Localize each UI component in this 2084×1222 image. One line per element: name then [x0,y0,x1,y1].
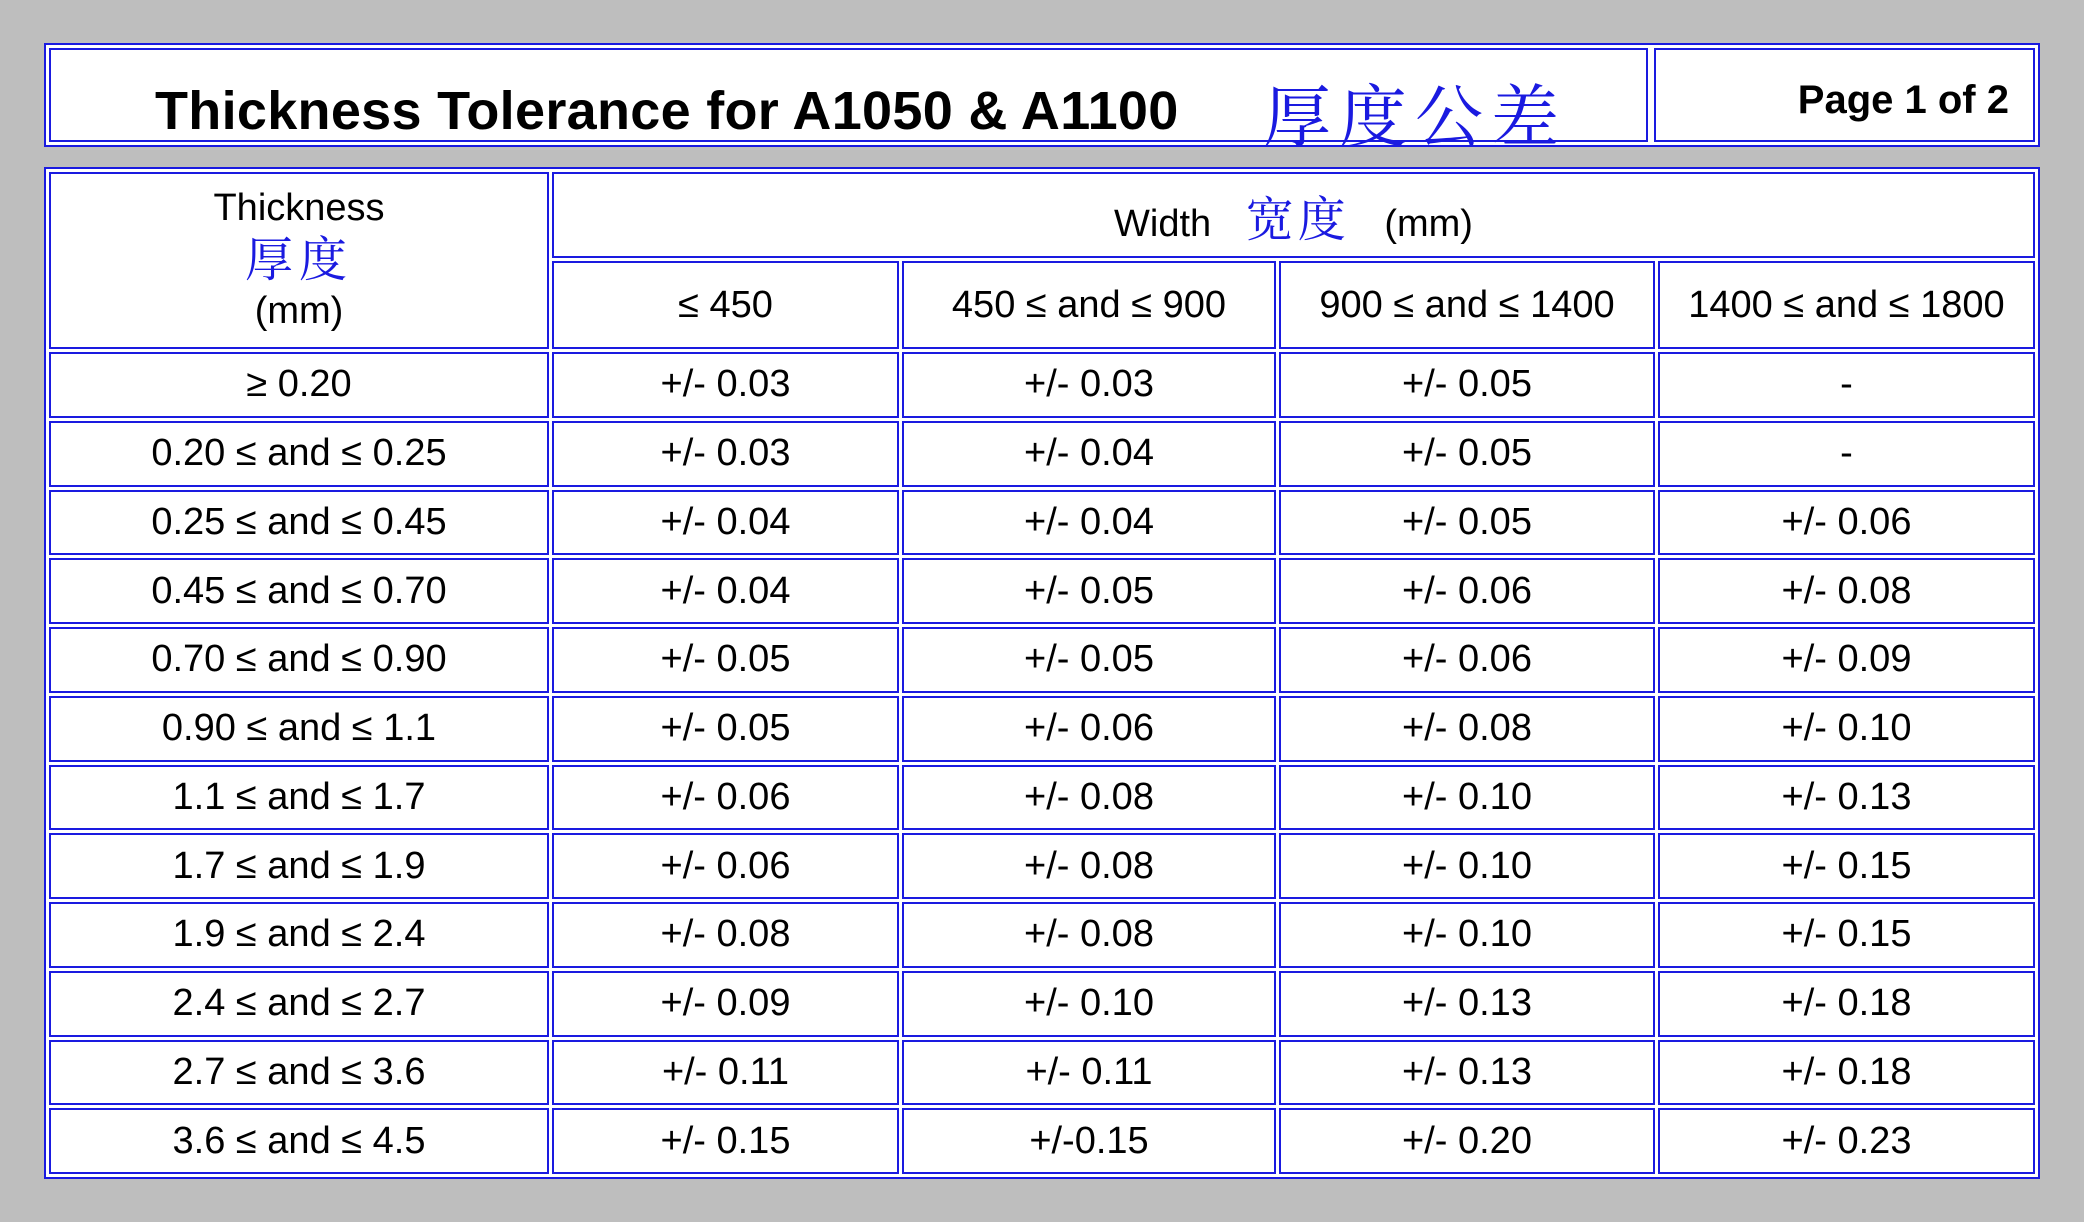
table-row [49,696,2035,762]
width-column-header: 1400 ≤ and ≤ 1800 [1658,261,2035,349]
thickness-range-cell: ≥ 0.20 [49,352,549,418]
tolerance-value-cell: +/- 0.04 [552,558,899,624]
thickness-range-cell: 3.6 ≤ and ≤ 4.5 [49,1108,549,1174]
table-row [49,627,2035,693]
tolerance-value-cell: +/- 0.13 [1279,971,1655,1037]
width-header-label-chinese: 宽度 [1245,191,1350,248]
tolerance-value-cell: +/- 0.11 [902,1040,1276,1106]
tolerance-value-cell: +/- 0.10 [1658,696,2035,762]
thickness-range-cell: 2.4 ≤ and ≤ 2.7 [49,971,549,1037]
tolerance-value-cell: +/- 0.10 [1279,765,1655,831]
table-row [49,421,2035,487]
tolerance-value-cell: +/- 0.08 [902,833,1276,899]
thickness-header-unit: (mm) [254,289,344,332]
width-column-header: 450 ≤ and ≤ 900 [902,261,1276,349]
page-number: Page 1 of 2 [1797,78,2009,122]
tolerance-value-cell: +/- 0.05 [552,696,899,762]
tolerance-value-cell: +/- 0.04 [902,421,1276,487]
tolerance-value-cell: +/- 0.06 [902,696,1276,762]
width-group-header [552,172,2035,258]
tolerance-value-cell: +/- 0.06 [552,833,899,899]
tolerance-value-cell: - [1658,352,2035,418]
page-number-cell [1654,48,2035,142]
tolerance-value-cell: +/- 0.05 [1279,352,1655,418]
table-body [49,352,2035,1174]
tolerance-value-cell: +/- 0.08 [1658,558,2035,624]
width-column-header: ≤ 450 [552,261,899,349]
tolerance-value-cell: +/- 0.03 [902,352,1276,418]
thickness-range-cell: 0.45 ≤ and ≤ 0.70 [49,558,549,624]
tolerance-value-cell: +/- 0.13 [1279,1040,1655,1106]
tolerance-value-cell: +/- 0.15 [1658,902,2035,968]
tolerance-value-cell: +/- 0.05 [1279,490,1655,556]
tolerance-value-cell: +/- 0.08 [902,902,1276,968]
thickness-column-header [49,172,549,349]
table-row [49,558,2035,624]
tolerance-value-cell: +/- 0.10 [1279,833,1655,899]
tolerance-value-cell: +/- 0.08 [902,765,1276,831]
width-header-unit: (mm) [1384,202,1473,245]
tolerance-value-cell: +/- 0.06 [552,765,899,831]
thickness-header-label: Thickness [213,187,385,230]
table-row [49,352,2035,418]
thickness-range-cell: 1.7 ≤ and ≤ 1.9 [49,833,549,899]
width-column-header: 900 ≤ and ≤ 1400 [1279,261,1655,349]
tolerance-value-cell: +/- 0.05 [552,627,899,693]
tolerance-value-cell: +/- 0.05 [902,627,1276,693]
table-row [49,1108,2035,1174]
tolerance-table-frame [44,167,2040,1179]
thickness-range-cell: 0.25 ≤ and ≤ 0.45 [49,490,549,556]
tolerance-value-cell: +/- 0.20 [1279,1108,1655,1174]
tolerance-value-cell: +/- 0.09 [1658,627,2035,693]
tolerance-value-cell: +/- 0.08 [552,902,899,968]
table-row [49,833,2035,899]
tolerance-value-cell: +/- 0.15 [1658,833,2035,899]
tolerance-value-cell: +/-0.15 [902,1108,1276,1174]
tolerance-value-cell: +/- 0.10 [1279,902,1655,968]
tolerance-value-cell: +/- 0.03 [552,352,899,418]
tolerance-value-cell: +/- 0.15 [552,1108,899,1174]
tolerance-value-cell: +/- 0.08 [1279,696,1655,762]
table-row [49,902,2035,968]
tolerance-value-cell: +/- 0.10 [902,971,1276,1037]
document-title: Thickness Tolerance for A1050 & A1100 [155,81,1179,141]
tolerance-value-cell: +/- 0.04 [902,490,1276,556]
table-row [49,490,2035,556]
thickness-range-cell: 1.9 ≤ and ≤ 2.4 [49,902,549,968]
document-title-chinese: 厚度公差 [1263,79,1568,158]
tolerance-value-cell: +/- 0.06 [1279,627,1655,693]
title-cell [49,48,1648,158]
tolerance-value-cell: +/- 0.18 [1658,971,2035,1037]
tolerance-value-cell: +/- 0.06 [1658,490,2035,556]
tolerance-value-cell: +/- 0.18 [1658,1040,2035,1106]
table-row [49,765,2035,831]
tolerance-value-cell: +/- 0.03 [552,421,899,487]
table-row [49,971,2035,1037]
thickness-range-cell: 2.7 ≤ and ≤ 3.6 [49,1040,549,1106]
tolerance-value-cell: +/- 0.04 [552,490,899,556]
thickness-range-cell: 0.70 ≤ and ≤ 0.90 [49,627,549,693]
thickness-header-label-chinese: 厚度 [244,232,353,289]
tolerance-value-cell: +/- 0.09 [552,971,899,1037]
tolerance-value-cell: +/- 0.11 [552,1040,899,1106]
tolerance-table [46,169,2038,1177]
document-header [44,43,2040,158]
thickness-range-cell: 0.20 ≤ and ≤ 0.25 [49,421,549,487]
tolerance-value-cell: +/- 0.05 [902,558,1276,624]
tolerance-value-cell: +/- 0.23 [1658,1108,2035,1174]
width-header-label: Width [1114,202,1212,245]
tolerance-value-cell: +/- 0.13 [1658,765,2035,831]
thickness-range-cell: 0.90 ≤ and ≤ 1.1 [49,696,549,762]
thickness-range-cell: 1.1 ≤ and ≤ 1.7 [49,765,549,831]
tolerance-value-cell: - [1658,421,2035,487]
tolerance-value-cell: +/- 0.06 [1279,558,1655,624]
table-row [49,1040,2035,1106]
tolerance-value-cell: +/- 0.05 [1279,421,1655,487]
